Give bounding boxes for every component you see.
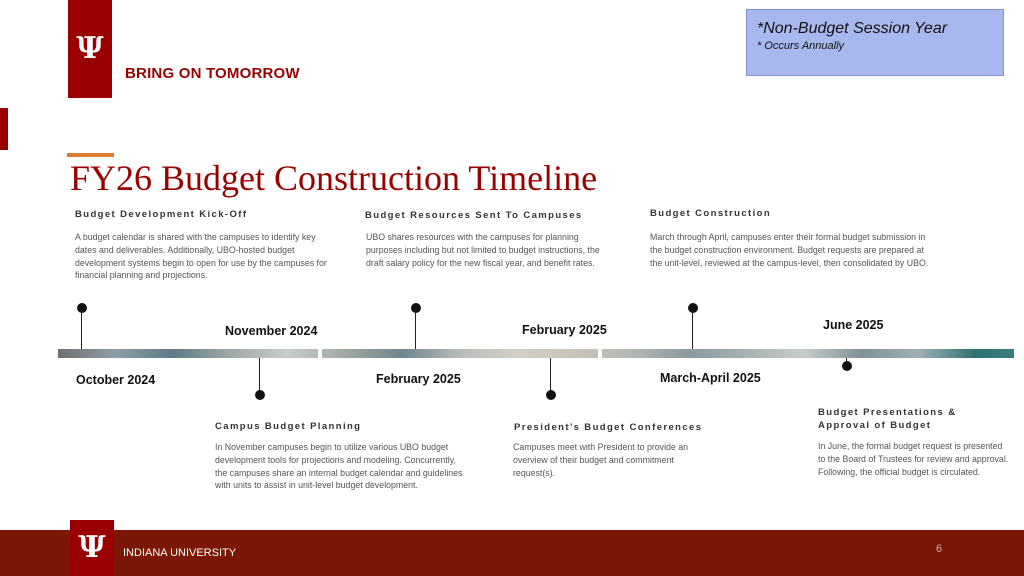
date-jun-2025: June 2025: [823, 318, 884, 332]
event-heading-campus-planning: Campus Budget Planning: [215, 421, 362, 432]
note-line-1: *Non-Budget Session Year: [757, 20, 948, 37]
event-heading-president-conferences: President’s Budget Conferences: [514, 422, 703, 433]
timeline-band: [58, 349, 1014, 358]
timeline-marker-feb-2025-resources: [411, 303, 421, 313]
note-box: [746, 9, 1004, 76]
trident-icon: Ψ: [76, 31, 104, 66]
timeline-marker-feb-2025-conferences: [546, 390, 556, 400]
event-desc-resources: UBO shares resources with the campuses for planning purposes including but not limited to budget instructions, the draft salary policy for the new fiscal year, and benefit rates.: [366, 232, 600, 268]
left-accent-bar: [0, 108, 8, 150]
date-mar-apr-2025: March-April 2025: [660, 371, 761, 385]
event-heading-presentations: [818, 406, 956, 433]
event-heading-kickoff: Budget Development Kick-Off: [75, 209, 248, 220]
event-heading-presentations-line2: Approval of Budget: [818, 420, 932, 432]
tagline: BRING ON TOMORROW: [125, 65, 300, 82]
note-line-2: * Occurs Annually: [757, 40, 845, 52]
page-number: 6: [936, 543, 943, 555]
date-oct-2024: October 2024: [76, 373, 156, 387]
event-desc-kickoff: A budget calendar is shared with the campuses to identify key dates and deliverables. Additionally, UBO-hosted budget development systems begin to open for use by the campuses for financial planning and projections.: [75, 232, 327, 281]
timeline-stem-feb-2025-conferences: [550, 358, 551, 392]
event-desc-construction: March through April, campuses enter their formal budget submission in the budget construction environment. Budget requests are prepared at the unit-level, reviewed at the campus-level, then consolidated by UBO.: [650, 232, 929, 268]
footer-university-name: INDIANA UNIVERSITY: [123, 547, 237, 559]
event-desc-presentations: In June, the formal budget request is presented to the Board of Trustees for review and approval. Following, the official budget is circulated.: [818, 441, 1009, 477]
timeline-stem-nov-2024: [259, 358, 260, 392]
footer-iu-logo: [70, 520, 114, 576]
event-heading-construction: Budget Construction: [650, 208, 772, 219]
timeline-marker-oct-2024: [77, 303, 87, 313]
event-heading-resources: Budget Resources Sent To Campuses: [365, 210, 583, 221]
timeline-marker-nov-2024: [255, 390, 265, 400]
timeline-stem-oct-2024: [81, 310, 82, 350]
timeline-marker-mar-apr-2025: [688, 303, 698, 313]
event-desc-campus-planning: In November campuses begin to utilize various UBO budget development tools for projections and modeling. Concurrently, the campuses share an internal budget calendar and guidelines with units to assist in unit-level budget development.: [215, 442, 463, 491]
timeline-stem-mar-apr-2025: [692, 310, 693, 350]
date-feb-2025-conferences: February 2025: [522, 323, 607, 337]
event-heading-presentations-line1: Budget Presentations &: [818, 407, 957, 418]
date-feb-2025-resources: February 2025: [376, 372, 461, 386]
date-nov-2024: November 2024: [225, 324, 318, 338]
timeline-band-gap: [318, 349, 322, 358]
page-title: FY26 Budget Construction Timeline: [70, 158, 598, 198]
iu-logo: [68, 0, 112, 98]
timeline-band-gap: [598, 349, 602, 358]
footer-trident-icon: Ψ: [78, 530, 106, 565]
timeline-marker-jun-2025: [842, 361, 852, 371]
event-desc-president-conferences: Campuses meet with President to provide an overview of their budget and commitment request(s).: [513, 442, 689, 478]
timeline-stem-feb-2025-resources: [415, 310, 416, 350]
